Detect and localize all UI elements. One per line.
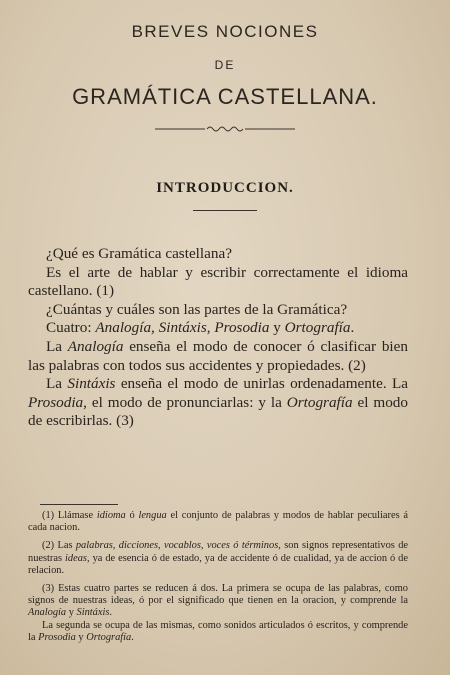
header-title-line1: BREVES NOCIONES [131,22,319,41]
footnote-2: (2) Las palabras, dicciones, vocablos, voces ó términos, son signos representativos de nuestras ideas, ya de esencia ó de estado, ya de accidente ó de cualidad, ya de accion ó de relacion. [28,540,409,576]
paragraph-analogia: La Analogía enseña el modo de conocer ó clasificar bien las palabras con todos sus accidentes y propiedades. (2) [28,337,408,374]
footnote-3: (3) Estas cuatro partes se reducen á dos. La primera se ocupa de las palabras, como signos de nuestras ideas, ó por el significado que tienen en la oracion, y comprende la Analogía y Sintáxis. [28,583,408,619]
footnote-rule [40,504,118,505]
answer-2: Cuatro: Analogía, Sintáxis, Prosodia y Ortografía. [46,319,355,337]
footnotes [28,510,408,650]
question-2: ¿Cuántas y cuáles son las partes de la Gramática? [46,300,348,318]
footnote-1: (1) Llámase idioma ó lengua el conjunto de palabras y modos de hablar peculiares á cada nacion. [28,510,409,534]
main-text [28,245,408,431]
ornament-divider-icon [155,124,295,134]
question-1: ¿Qué es Gramática castellana? [46,245,232,262]
title-underline [193,210,257,211]
footnote-3-continuation: La segunda se ocupa de las mismas, como sonidos articulados ó escritos, y comprende la Prosodia y Ortografía. [28,619,408,643]
paragraph-sintaxis: La Sintáxis enseña el modo de unirlas ordenadamente. La Prosodia, el modo de pronunciarlas: y la Ortografía el modo de escribirlas. (3) [28,375,408,430]
header-title-line2: DE [214,58,236,72]
answer-1: Es el arte de hablar y escribir correctamente el idioma castellano. (1) [28,263,408,300]
header-title-line3: GRAMÁTICA CASTELLANA. [72,84,378,109]
section-title: INTRODUCCION. [156,180,294,196]
